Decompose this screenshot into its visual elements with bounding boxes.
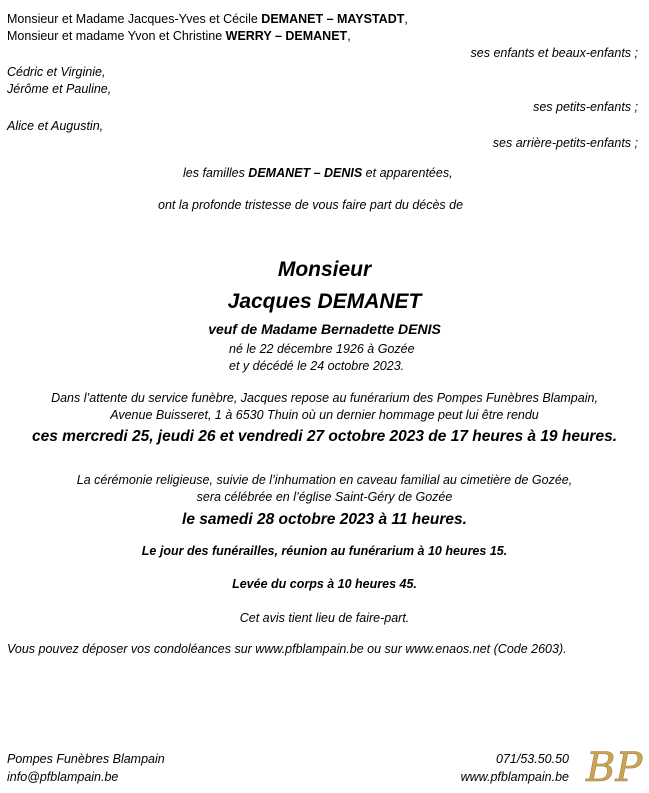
family-line-2 [7,29,351,44]
logo-letters: BP [586,745,643,789]
departure-line: Levée du corps à 10 heures 45. [232,577,417,591]
ceremony-date: le samedi 28 octobre 2023 à 11 heures. [182,511,467,528]
announcement-line: ont la profonde tristesse de vous faire part du décès de [158,198,464,212]
death-line: et y décédé le 24 octobre 2023. [229,359,405,373]
great-grandchildren-label: ses arrière-petits-enfants ; [492,136,638,150]
ceremony-line-1: La cérémonie religieuse, suivie de l’inhumation en caveau familial au cimetière de Gozée, [76,473,573,487]
notice-line: Cet avis tient lieu de faire-part. [239,611,410,625]
family-line-1-name: DEMANET – MAYSTADT [261,12,405,26]
family-line-2-suffix: , [347,29,351,43]
visitation-dates: ces mercredi 25, jeudi 26 et vendredi 27 octobre 2023 de 17 heures à 19 heures. [32,428,617,445]
birth-line: né le 22 décembre 1926 à Gozée [229,342,415,356]
children-label: ses enfants et beaux-enfants ; [470,46,638,60]
family-line-2-name: WERRY – DEMANET [225,29,348,43]
deceased-name: Jacques DEMANET [227,290,422,313]
visitation-line-2: Avenue Buisseret, 1 à 6530 Thuin où un dernier hommage peut lui être rendu [110,408,539,422]
families-line [183,166,453,181]
family-line-1-text: Monsieur et Madame Jacques-Yves et Cécile [7,12,262,26]
families-line-suffix: et apparentées, [362,166,453,180]
company-phone: 071/53.50.50 [496,752,569,766]
great-grandchildren-line: Alice et Augustin, [7,119,104,133]
company-website[interactable]: www.pfblampain.be [460,770,569,784]
condolences-line: Vous pouvez déposer vos condoléances sur www.pfblampain.be ou sur www.enaos.net (Code 2603). [7,642,567,656]
blampain-logo [584,743,644,789]
families-line-name: DEMANET – DENIS [248,166,363,180]
ceremony-line-2: sera célébrée en l’église Saint-Géry de Gozée [196,490,453,504]
family-line-1 [7,12,408,27]
widower-line: veuf de Madame Bernadette DENIS [208,321,441,337]
visitation-line-1: Dans l’attente du service funèbre, Jacques repose au funérarium des Pompes Funèbres Blampain, [51,391,598,405]
company-name: Pompes Funèbres Blampain [7,752,165,766]
grandchildren-line-1: Cédric et Virginie, [7,65,106,79]
family-line-2-text: Monsieur et madame Yvon et Christine [7,29,226,43]
grandchildren-label: ses petits-enfants ; [533,100,638,114]
deceased-title: Monsieur [277,258,372,281]
gathering-line: Le jour des funérailles, réunion au funérarium à 10 heures 15. [141,544,508,558]
company-email[interactable]: info@pfblampain.be [7,770,119,784]
families-line-text: les familles [183,166,249,180]
family-line-1-suffix: , [404,12,408,26]
grandchildren-line-2: Jérôme et Pauline, [7,82,112,96]
